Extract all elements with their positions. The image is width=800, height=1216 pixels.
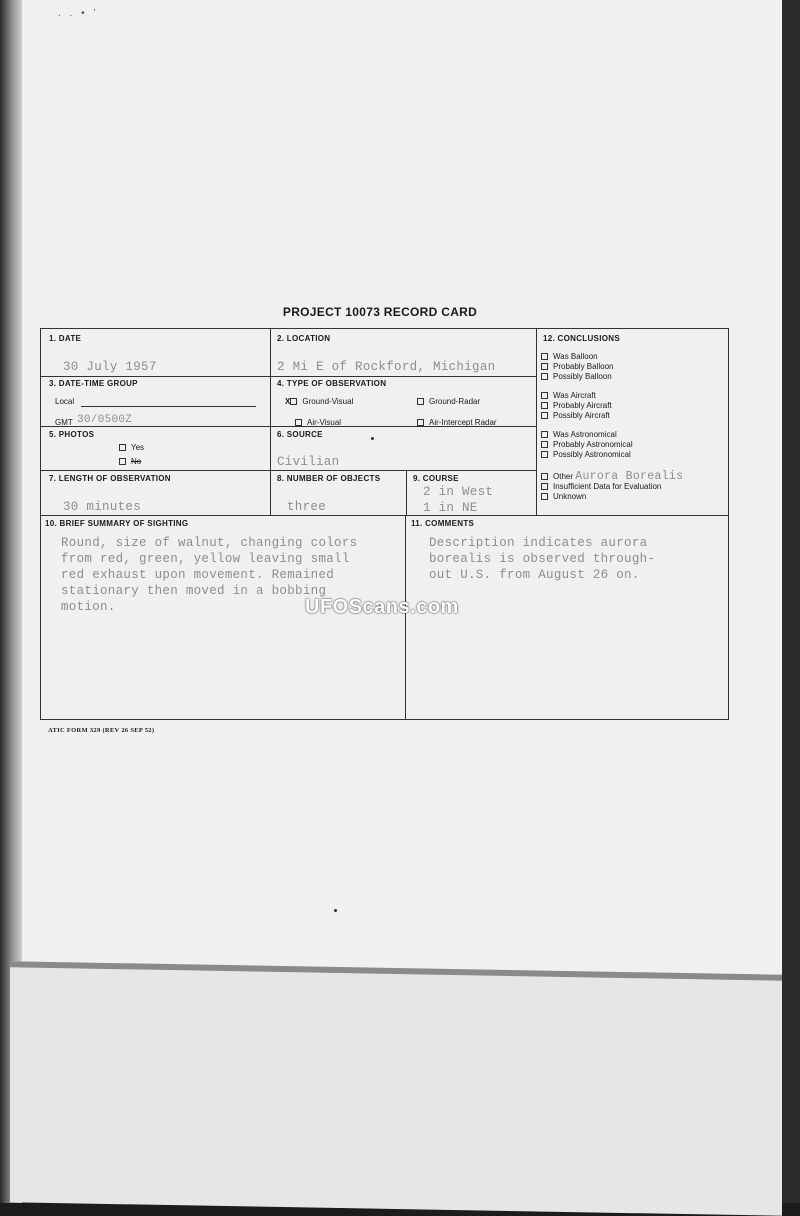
summary-label: 10. BRIEF SUMMARY OF SIGHTING [45,519,189,528]
local-label: Local [55,397,75,406]
form-number: ATIC FORM 329 (REV 26 SEP 52) [48,727,155,734]
gmt-value: 30/0500Z [77,414,133,426]
conclusions-list [541,352,633,460]
conclusion-group [541,391,633,421]
summary-line: stationary then moved in a bobbing [61,584,327,598]
stray-dot [371,437,374,440]
ground-radar-option [417,397,480,406]
insufficient-label: Insufficient Data for Evaluation [553,482,662,491]
conclusion-item [541,362,633,372]
divider-h4 [41,515,729,516]
dtg-label: 3. DATE-TIME GROUP [49,379,138,388]
gmt-line [75,426,256,427]
other-label: Other [553,472,574,481]
conclusion-insufficient [541,482,683,492]
comments-line: borealis is observed through- [429,552,656,566]
location-value: 2 Mi E of Rockford, Michigan [277,360,496,374]
conclusion-item [541,352,633,362]
ground-radar-checkbox [417,398,424,405]
photos-no-text: No [131,457,142,466]
course-label: 9. COURSE [413,474,459,483]
air-intercept-checkbox [417,419,424,426]
source-value: Civilian [277,455,340,469]
conclusion-label: Possibly Aircraft [553,411,610,420]
conclusion-checkbox [541,451,548,458]
summary-line: motion. [61,600,116,614]
conclusion-checkbox [541,441,548,448]
air-visual-text: Air-Visual [307,418,342,427]
ground-radar-text: Ground-Radar [429,397,481,406]
photos-yes-checkbox [119,444,126,451]
photos-yes-text: Yes [131,443,145,452]
conclusion-checkbox [541,402,548,409]
divider-v3 [406,471,407,515]
conclusion-checkbox [541,392,548,399]
date-value: 30 July 1957 [63,360,157,374]
divider-h3 [41,470,536,471]
conclusion-other [541,472,683,482]
objects-label: 8. NUMBER OF OBJECTS [277,474,381,483]
comments-line: out U.S. from August 26 on. [429,568,640,582]
divider-v1 [270,329,271,515]
ground-visual-option [285,397,353,406]
other-value: Aurora Borealis [575,470,684,483]
conclusion-item [541,391,633,401]
conclusion-label: Probably Astronomical [553,440,633,449]
conclusion-group [541,430,633,460]
unknown-checkbox [541,493,548,500]
conclusion-label: Possibly Balloon [553,372,612,381]
conclusions-other-group [541,472,683,502]
conclusions-label: 12. CONCLUSIONS [543,334,620,343]
comments-label: 11. COMMENTS [411,519,475,528]
conclusion-label: Probably Balloon [553,362,614,371]
local-line [81,406,256,407]
air-visual-option [295,418,341,427]
stray-mark [334,909,337,912]
conclusion-checkbox [541,431,548,438]
scan-right-edge [782,0,800,1203]
length-label: 7. LENGTH OF OBSERVATION [49,474,171,483]
divider-v2 [536,329,537,515]
conclusion-checkbox [541,353,548,360]
air-visual-checkbox [295,419,302,426]
photos-label: 5. PHOTOS [49,430,95,439]
conclusion-item [541,372,633,382]
insufficient-checkbox [541,483,548,490]
conclusion-unknown [541,492,683,502]
conclusion-checkbox [541,412,548,419]
conclusion-label: Was Astronomical [553,430,617,439]
conclusion-label: Was Aircraft [553,391,596,400]
obs-type-label: 4. TYPE OF OBSERVATION [277,379,387,388]
comments-text [429,535,655,583]
conclusion-group [541,352,633,382]
ground-visual-mark: X [285,397,291,406]
air-intercept-option [417,418,497,427]
source-label: 6. SOURCE [277,430,323,439]
ground-visual-text: Ground-Visual [302,397,354,406]
photos-no [119,457,141,466]
unknown-label: Unknown [553,492,587,501]
conclusion-item [541,411,633,421]
summary-line: from red, green, yellow leaving small [61,552,350,566]
other-checkbox [541,473,548,480]
conclusion-item [541,430,633,440]
comments-line: Description indicates aurora [429,536,648,550]
date-label: 1. DATE [49,334,82,343]
conclusion-item [541,450,633,460]
divider-h1 [41,376,536,377]
underlying-page [10,961,782,1215]
conclusion-label: Was Balloon [553,352,598,361]
summary-line: red exhaust upon movement. Remained [61,568,335,582]
objects-value: three [287,500,327,514]
air-intercept-text: Air-Intercept Radar [429,418,497,427]
conclusion-item [541,401,633,411]
summary-line: Round, size of walnut, changing colors [61,536,358,550]
record-card-title: PROJECT 10073 RECORD CARD [282,305,478,319]
conclusion-label: Possibly Astronomical [553,450,631,459]
record-card [40,328,729,720]
photos-no-checkbox [119,458,126,465]
location-label: 2. LOCATION [277,334,331,343]
conclusion-checkbox [541,373,548,380]
gmt-label: GMT [55,418,73,427]
course-line-2: 1 in NE [423,501,478,515]
conclusion-item [541,440,633,450]
watermark: UFOScans.com [305,596,459,618]
conclusion-label: Probably Aircraft [553,401,612,410]
ground-visual-checkbox [290,398,297,405]
course-line-1: 2 in West [423,485,494,499]
photos-yes [119,443,144,452]
conclusion-checkbox [541,363,548,370]
corner-marks: . . • ’ [58,8,99,19]
length-value: 30 minutes [63,500,142,514]
